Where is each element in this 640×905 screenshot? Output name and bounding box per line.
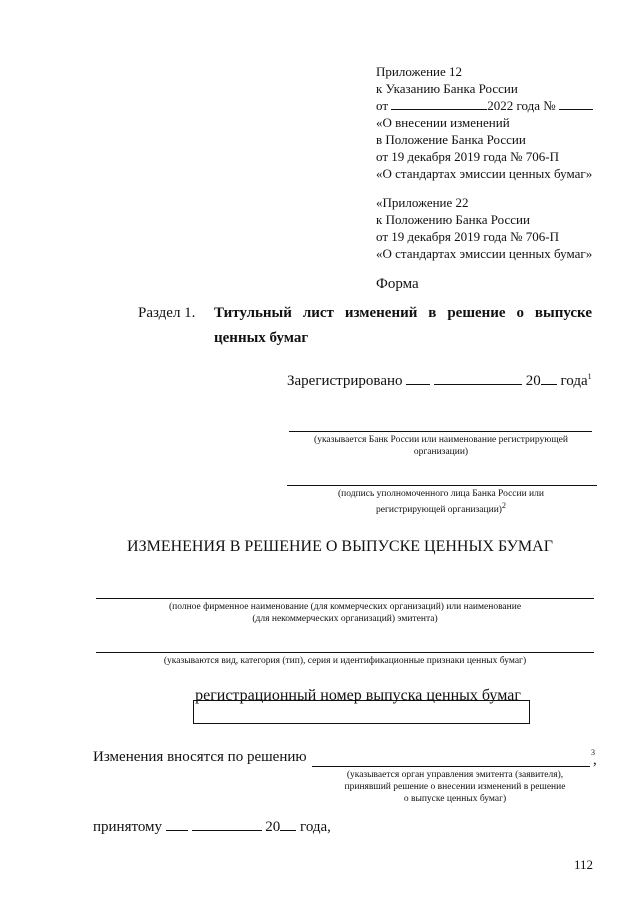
adopted-year-suffix: года, — [300, 819, 331, 835]
appendix-date-line — [376, 97, 616, 114]
decision-comma: , — [593, 752, 597, 768]
adopted-line — [93, 819, 331, 836]
appendix-line: «О стандартах эмиссии ценных бумаг» — [376, 166, 593, 181]
appendix-from: от — [376, 98, 389, 113]
appendix-line: «О внесении изменений — [376, 115, 510, 130]
registered-label: Зарегистрировано — [287, 373, 403, 389]
hint-name — [96, 601, 594, 625]
signature-line — [287, 485, 597, 486]
adopted-year-blank — [280, 830, 296, 831]
appendix-line: в Положение Банка России — [376, 132, 526, 147]
appendix-line: к Положению Банка России — [376, 212, 530, 227]
appendix-year: 2022 года № — [487, 98, 556, 113]
hint-decision — [320, 769, 590, 805]
securities-kind-line — [96, 652, 594, 653]
year-blank — [541, 384, 557, 385]
appendix-line: от 19 декабря 2019 года № 706-П — [376, 149, 560, 164]
day-blank — [406, 384, 430, 385]
appendix-line: «Приложение 22 — [376, 195, 469, 210]
registered-year-suffix: года — [560, 373, 588, 389]
decision-label: Изменения вносятся по решению — [93, 749, 307, 765]
hint-sign-line2: регистрирующей организации) — [376, 505, 502, 516]
adopted-year-prefix: 20 — [265, 819, 281, 835]
adopted-day-blank — [166, 830, 188, 831]
decision-line — [312, 766, 590, 767]
registered-year-prefix: 20 — [525, 373, 541, 389]
hint-kind: (указываются вид, категория (тип), серия и идентификационные признаки ценных бумаг) — [163, 656, 527, 666]
bank-line — [289, 431, 592, 432]
hint-sign-line1: (подпись уполномоченного лица Банка России или — [338, 489, 544, 499]
section-number: Раздел 1. — [138, 305, 196, 321]
registered-line — [287, 372, 592, 390]
section-title-line1: Титульный лист изменений в решение о выпуске — [214, 305, 592, 321]
appendix-line: к Указанию Банка России — [376, 81, 518, 96]
hint-decision-line2: принявший решение о внесении изменений в решение — [344, 782, 566, 792]
hint-bank-line1: (указывается Банк России или наименование регистрирующей — [314, 435, 568, 445]
footnote-2: 2 — [501, 501, 506, 510]
adopted-month-blank — [192, 830, 262, 831]
number-blank — [559, 109, 593, 110]
hint-bank-line2: организации) — [413, 447, 469, 457]
form-label: Форма — [376, 276, 419, 292]
adopted-label: принятому — [93, 819, 163, 835]
page-number: 112 — [574, 857, 594, 872]
issuer-name-line — [96, 598, 594, 599]
main-title: ИЗМЕНЕНИЯ В РЕШЕНИЕ О ВЫПУСКЕ ЦЕННЫХ БУМАГ — [127, 538, 553, 555]
section-title-line2: ценных бумаг — [214, 330, 309, 346]
appendix-line: «О стандартах эмиссии ценных бумаг» — [376, 246, 593, 261]
hint-bank — [284, 434, 598, 458]
appendix-block — [376, 63, 616, 293]
reg-number-label: регистрационный номер выпуска ценных бумаг — [195, 687, 521, 704]
date-blank — [391, 109, 487, 110]
reg-number-box[interactable] — [193, 700, 530, 724]
hint-sign — [296, 488, 586, 516]
appendix-line: от 19 декабря 2019 года № 706-П — [376, 229, 560, 244]
hint-name-line1: (полное фирменное наименование (для коммерческих организаций) или наименование — [168, 602, 522, 612]
appendix-line: Приложение 12 — [376, 64, 463, 79]
footnote-3: 3 — [591, 748, 595, 757]
hint-decision-line1: (указывается орган управления эмитента (заявителя), — [346, 770, 564, 780]
footnote-1: 1 — [587, 372, 592, 381]
hint-decision-line3: о выпуске ценных бумаг) — [403, 794, 507, 804]
hint-name-line2: (для некоммерческих организаций) эмитента) — [252, 614, 438, 624]
month-blank — [434, 384, 522, 385]
